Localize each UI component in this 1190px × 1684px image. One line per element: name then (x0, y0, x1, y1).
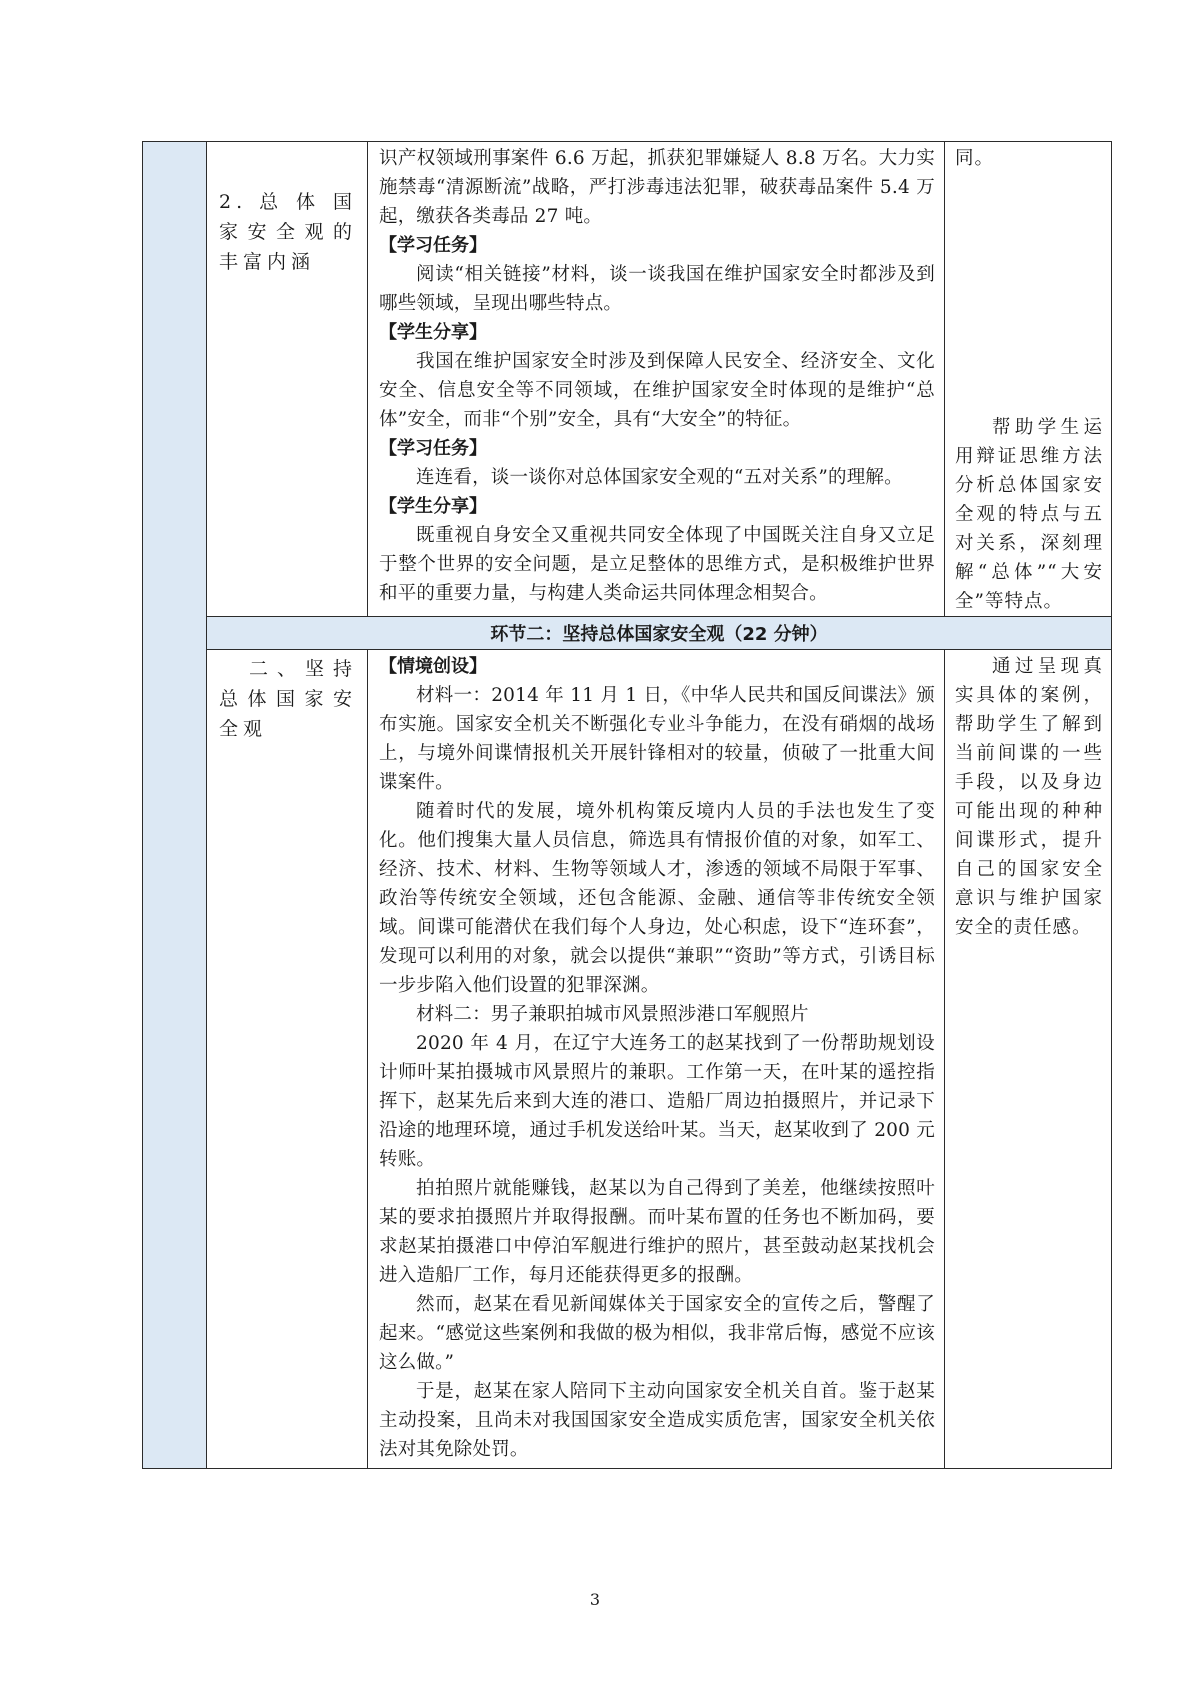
section-tag: 【情境创设】 (379, 656, 487, 677)
section-tag: 【学生分享】 (379, 496, 487, 517)
paragraph: 然而，赵某在看见新闻媒体关于国家安全的宣传之后，警醒了起来。“感觉这些案例和我做的极为相似，我非常后悔，感觉不应该这么做。” (379, 1294, 935, 1373)
design-intent-cell (945, 650, 1112, 1469)
paragraph: 材料一：2014 年 11 月 1 日，《中华人民共和国反间谍法》颁布实施。国家安全机关不断强化专业斗争能力，在没有硝烟的战场上，与境外间谍情报机关开展针锋相对的较量，侦破了一批重大间谍案件。 (379, 685, 935, 793)
topic-cell (207, 650, 368, 1469)
topic-title: 二、坚持总体国家安全观 (219, 658, 357, 740)
content-cell (368, 142, 945, 617)
paragraph: 拍拍照片就能赚钱，赵某以为自己得到了美差，他继续按照叶某的要求拍摄照片并取得报酬。而叶某布置的任务也不断加码，要求赵某拍摄港口中停泊军舰进行维护的照片，甚至鼓动赵某找机会进入造船厂工作，每月还能获得更多的报酬。 (379, 1178, 935, 1286)
paragraph: 材料二：男子兼职拍城市风景照涉港口军舰照片 (416, 1004, 809, 1025)
section-header-row (143, 617, 1112, 650)
paragraph: 2020 年 4 月，在辽宁大连务工的赵某找到了一份帮助规划设计师叶某拍摄城市风景照片的兼职。工作第一天，在叶某的遥控指挥下，赵某先后来到大连的港口、造船厂周边拍摄照片，并记录下沿途的地理环境，通过手机发送给叶某。当天，赵某收到了 200 元转账。 (379, 1033, 935, 1170)
paragraph: 既重视自身安全又重视共同安全体现了中国既关注自身又立足于整个世界的安全问题，是立足整体的思维方式，是积极维护世界和平的重要力量，与构建人类命运共同体理念相契合。 (379, 525, 935, 604)
topic-title: 2. 总 体 国家安全观的丰富内涵 (219, 191, 357, 273)
paragraph: 连连看，谈一谈你对总体国家安全观的“五对关系”的理解。 (416, 467, 903, 488)
lesson-plan-table (142, 141, 1112, 1469)
section-title: 环节二：坚持总体国家安全观（22 分钟） (207, 617, 1112, 650)
section-tag: 【学生分享】 (379, 322, 487, 343)
design-intent-cell (945, 142, 1112, 617)
page-number: 3 (589, 1590, 601, 1609)
design-intent-text: 帮助学生运用辩证思维方法分析总体国家安全观的特点与五对关系，深刻理解“总体”“大安全”等特点。 (955, 417, 1103, 612)
paragraph: 于是，赵某在家人陪同下主动向国家安全机关自首。鉴于赵某主动投案，且尚未对我国国家安全造成实质危害，国家安全机关依法对其免除处罚。 (379, 1381, 935, 1460)
section-tag: 【学习任务】 (379, 438, 487, 459)
table-row (143, 142, 1112, 617)
content-cell (368, 650, 945, 1469)
design-intent-text: 通过呈现真实具体的案例，帮助学生了解到当前间谍的一些手段，以及身边可能出现的种种间谍形式，提升自己的国家安全意识与维护国家安全的责任感。 (955, 656, 1103, 938)
paragraph: 阅读“相关链接”材料，谈一谈我国在维护国家安全时都涉及到哪些领域，呈现出哪些特点。 (379, 264, 935, 314)
section-tag: 【学习任务】 (379, 235, 487, 256)
note-continued: 同。 (955, 148, 995, 169)
content-block (379, 652, 935, 1464)
paragraph: 识产权领域刑事案件 6.6 万起，抓获犯罪嫌疑人 8.8 万名。大力实施禁毒“清源断流”战略，严打涉毒违法犯罪，破获毒品案件 5.4 万起，缴获各类毒品 27 吨。 (379, 148, 935, 227)
table-row (143, 650, 1112, 1469)
paragraph: 我国在维护国家安全时涉及到保障人民安全、经济安全、文化安全、信息安全等不同领域，在维护国家安全时体现的是维护“总体”安全，而非“个别”安全，具有“大安全”的特征。 (379, 351, 935, 430)
content-block (379, 144, 935, 608)
left-stripe-column (143, 142, 207, 1469)
topic-cell (207, 142, 368, 617)
paragraph: 随着时代的发展，境外机构策反境内人员的手法也发生了变化。他们搜集大量人员信息，筛选具有情报价值的对象，如军工、经济、技术、材料、生物等领域人才，渗透的领域不局限于军事、政治等传统安全领域，还包含能源、金融、通信等非传统安全领域。间谍可能潜伏在我们每个人身边，处心积虑，设下“连环套”，发现可以利用的对象，就会以提供“兼职”“资助”等方式，引诱目标一步步陷入他们设置的犯罪深渊。 (379, 801, 935, 996)
